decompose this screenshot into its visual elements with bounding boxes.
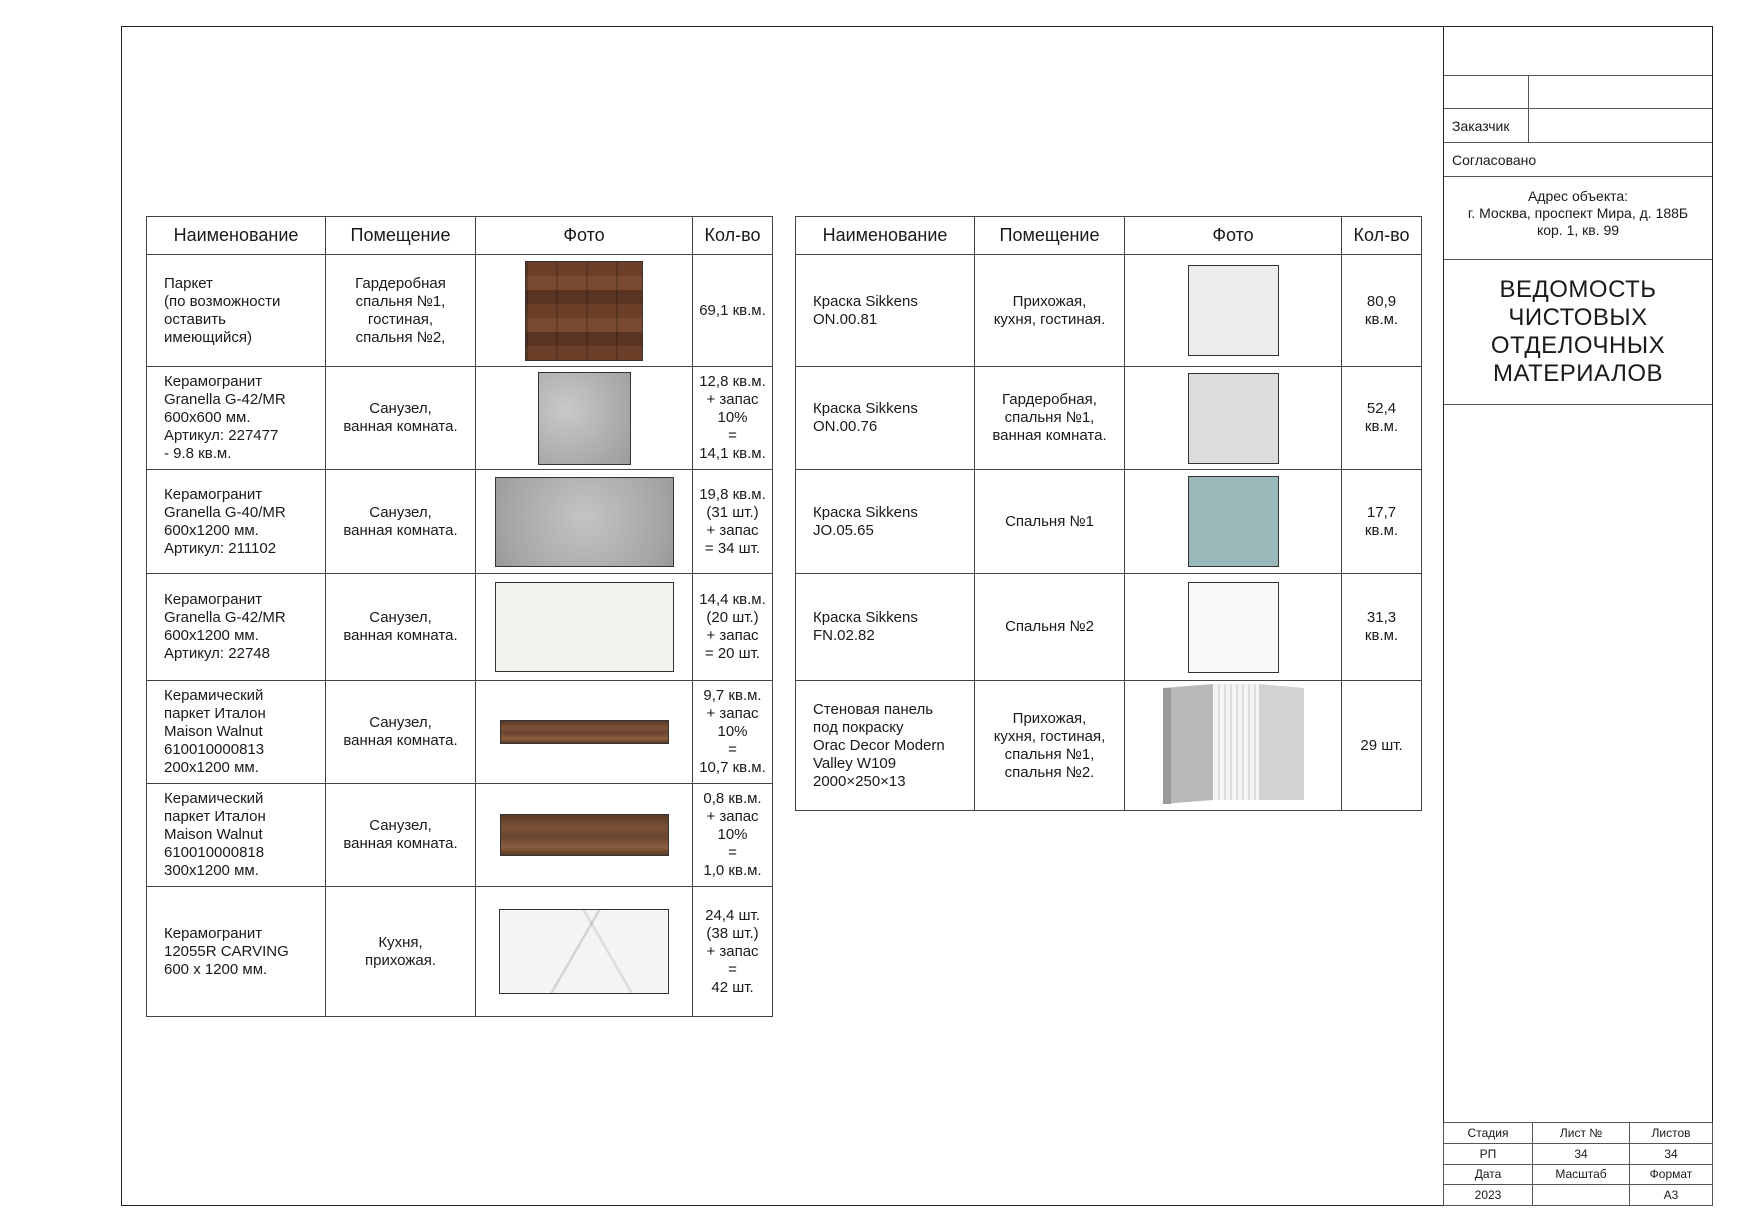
header-photo: Фото	[1125, 217, 1342, 255]
table-row	[147, 367, 773, 470]
material-qty	[693, 574, 773, 681]
customer-label: Заказчик	[1452, 118, 1510, 134]
paint-swatch	[1188, 582, 1279, 673]
material-name-text: Керамический паркет Италон Maison Walnut 610010000813 200x1200 мм.	[164, 687, 266, 776]
header-name: Наименование	[796, 217, 975, 255]
material-qty	[693, 470, 773, 574]
material-qty-text: 29 шт.	[1360, 736, 1403, 754]
material-photo	[476, 367, 693, 470]
material-photo	[476, 784, 693, 887]
material-swatch	[495, 477, 674, 567]
material-swatch	[538, 372, 631, 465]
material-qty	[1342, 470, 1422, 574]
material-qty-text: 17,7 кв.м.	[1364, 503, 1399, 539]
material-name-text: Керамогранит Granella G-40/MR 600x1200 мм. Артикул: 211102	[164, 485, 286, 557]
stage-value: РП	[1444, 1143, 1533, 1164]
header-photo: Фото	[476, 217, 693, 255]
material-room-text: Спальня №2	[1005, 618, 1094, 635]
table-row	[796, 255, 1422, 367]
left-materials-table	[146, 216, 773, 1017]
material-room	[326, 887, 476, 1017]
title-block-top-cell	[1444, 26, 1712, 76]
material-name-text: Керамический паркет Италон Maison Walnut 610010000818 300x1200 мм.	[164, 790, 266, 879]
material-photo	[476, 681, 693, 784]
material-name-text: Паркет (по возможности оставить имеющийся)	[164, 274, 281, 346]
material-photo	[476, 574, 693, 681]
material-name	[147, 784, 326, 887]
paint-swatch	[1188, 476, 1279, 567]
title-block-blank-row	[1444, 76, 1712, 109]
material-room	[326, 255, 476, 367]
material-name	[147, 681, 326, 784]
table-row	[147, 681, 773, 784]
approved-row	[1444, 143, 1712, 177]
material-swatch	[500, 720, 669, 744]
material-photo	[1125, 255, 1342, 367]
material-qty-text: 9,7 кв.м. + запас 10% = 10,7 кв.м.	[699, 687, 766, 776]
material-room	[326, 574, 476, 681]
header-room: Помещение	[975, 217, 1125, 255]
material-qty-text: 31,3 кв.м.	[1364, 609, 1399, 644]
material-qty-text: 69,1 кв.м.	[699, 301, 766, 319]
table-row	[796, 574, 1422, 681]
date-value: 2023	[1444, 1185, 1533, 1206]
material-name	[796, 574, 975, 681]
material-room	[975, 367, 1125, 470]
material-qty-text: 0,8 кв.м. + запас 10% = 1,0 кв.м.	[703, 790, 762, 879]
table-row	[147, 784, 773, 887]
table-row	[796, 681, 1422, 811]
material-swatch	[525, 261, 643, 361]
material-swatch	[499, 909, 669, 994]
stamp-table	[1443, 1122, 1713, 1206]
material-name-text: Керамогранит Granella G-42/MR 600x1200 мм. Артикул: 22748	[164, 591, 286, 662]
material-room-text: Санузел, ванная комната.	[343, 400, 458, 435]
material-name-text: Стеновая панель под покраску Orac Decor Modern Valley W109 2000×250×13	[813, 700, 945, 790]
material-room	[326, 470, 476, 574]
wall-panel-image	[1161, 682, 1306, 810]
scale-label: Масштаб	[1533, 1164, 1630, 1185]
table-row	[147, 470, 773, 574]
material-name-text: Керамогранит Granella G-42/MR 600x600 мм. Артикул: 227477 - 9.8 кв.м.	[164, 373, 286, 462]
material-name	[147, 367, 326, 470]
paint-swatch	[1188, 373, 1279, 464]
material-room-text: Санузел, ванная комната.	[343, 714, 458, 749]
material-photo	[1125, 574, 1342, 681]
format-value: А3	[1630, 1185, 1713, 1206]
approved-label: Согласовано	[1452, 152, 1537, 168]
material-room-text: Санузел, ванная комната.	[343, 817, 458, 852]
material-room-text: Прихожая, кухня, гостиная, спальня №1, спальня №2.	[993, 709, 1106, 781]
material-room-text: Гардеробная спальня №1, гостиная, спальня №2,	[355, 274, 446, 346]
material-room	[326, 784, 476, 887]
material-photo	[1125, 367, 1342, 470]
scale-value	[1533, 1185, 1630, 1206]
customer-row	[1444, 109, 1712, 143]
material-room	[975, 470, 1125, 574]
material-name-text: Керамогранит 12055R CARVING 600 x 1200 мм.	[164, 924, 289, 978]
material-qty-text: 24,4 шт. (38 шт.) + запас = 42 шт.	[705, 906, 760, 996]
material-name	[796, 255, 975, 367]
header-qty: Кол-во	[693, 217, 773, 255]
object-address: Адрес объекта: г. Москва, проспект Мира, д. 188Б кор. 1, кв. 99	[1467, 188, 1689, 238]
material-name-text: Краска Sikkens FN.02.82	[813, 609, 918, 644]
right-materials-table	[795, 216, 1422, 811]
material-swatch	[500, 814, 669, 856]
title-block	[1443, 26, 1713, 1206]
material-room-text: Гардеробная, спальня №1, ванная комната.	[992, 391, 1107, 444]
paint-swatch	[1188, 265, 1279, 356]
date-label: Дата	[1444, 1164, 1533, 1185]
material-qty	[1342, 681, 1422, 811]
material-qty-text: 80,9 кв.м.	[1364, 292, 1399, 328]
table-row	[147, 887, 773, 1017]
material-qty-text: 12,8 кв.м. + запас 10% = 14,1 кв.м.	[699, 373, 766, 462]
material-swatch	[495, 582, 674, 672]
table-row	[796, 470, 1422, 574]
sheet-value: 34	[1533, 1143, 1630, 1164]
material-qty	[1342, 367, 1422, 470]
material-qty	[693, 784, 773, 887]
material-photo	[476, 470, 693, 574]
material-name-text: Краска Sikkens ON.00.76	[813, 400, 918, 435]
material-name	[796, 367, 975, 470]
material-qty	[1342, 574, 1422, 681]
sheet-title: ВЕДОМОСТЬ ЧИСТОВЫХ ОТДЕЛОЧНЫХ МАТЕРИАЛОВ	[1490, 276, 1666, 387]
material-photo	[1125, 470, 1342, 574]
material-qty-text: 52,4 кв.м.	[1364, 400, 1399, 435]
material-name-text: Краска Sikkens JO.05.65	[813, 503, 918, 539]
material-name-text: Краска Sikkens ON.00.81	[813, 292, 918, 328]
material-room	[975, 574, 1125, 681]
material-qty	[693, 681, 773, 784]
material-room-text: Санузел, ванная комната.	[343, 503, 458, 539]
sheet-label: Лист №	[1533, 1123, 1630, 1144]
material-qty-text: 19,8 кв.м. (31 шт.) + запас = 34 шт.	[699, 485, 766, 557]
material-qty	[1342, 255, 1422, 367]
material-name	[147, 574, 326, 681]
header-qty: Кол-во	[1342, 217, 1422, 255]
material-name	[147, 255, 326, 367]
table-row	[147, 255, 773, 367]
material-room-text: Санузел, ванная комната.	[343, 609, 458, 644]
material-qty-text: 14,4 кв.м. (20 шт.) + запас = 20 шт.	[699, 591, 766, 662]
table-row	[796, 367, 1422, 470]
material-name	[147, 887, 326, 1017]
material-room-text: Спальня №1	[1005, 512, 1094, 530]
sheets-label: Листов	[1630, 1123, 1713, 1144]
material-photo	[476, 255, 693, 367]
header-name: Наименование	[147, 217, 326, 255]
material-name	[796, 681, 975, 811]
material-room-text: Прихожая, кухня, гостиная.	[993, 292, 1106, 328]
material-room	[326, 681, 476, 784]
table-row	[147, 574, 773, 681]
header-room: Помещение	[326, 217, 476, 255]
material-qty	[693, 367, 773, 470]
material-qty	[693, 255, 773, 367]
sheets-value: 34	[1630, 1143, 1713, 1164]
material-name	[147, 470, 326, 574]
material-qty	[693, 887, 773, 1017]
material-photo	[1125, 681, 1342, 811]
stage-label: Стадия	[1444, 1123, 1533, 1144]
material-room	[975, 255, 1125, 367]
format-label: Формат	[1630, 1164, 1713, 1185]
material-name	[796, 470, 975, 574]
material-room	[975, 681, 1125, 811]
material-room-text: Кухня, прихожая.	[364, 933, 436, 969]
material-photo	[476, 887, 693, 1017]
material-room	[326, 367, 476, 470]
